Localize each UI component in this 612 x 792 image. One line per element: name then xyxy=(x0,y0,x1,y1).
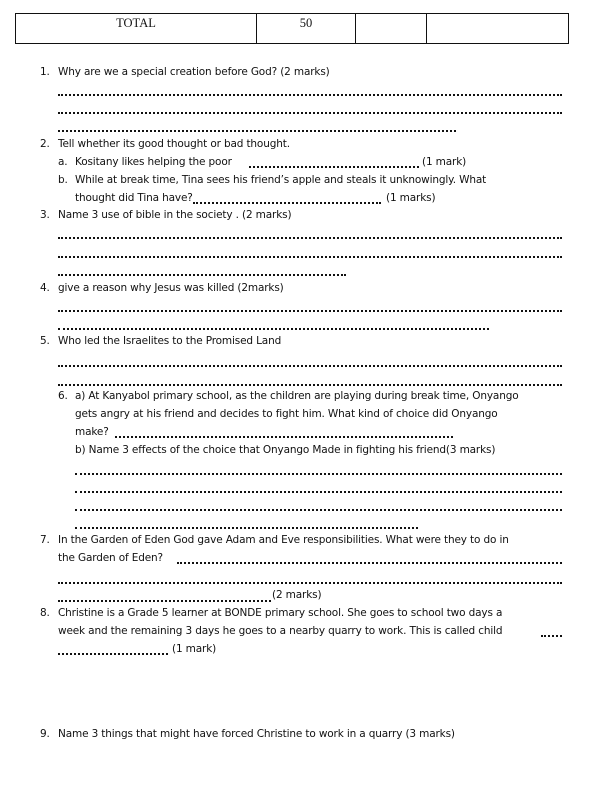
sub-letter: a. xyxy=(58,156,68,168)
answer-line[interactable] xyxy=(58,274,346,276)
answer-line[interactable] xyxy=(58,94,562,96)
total-cell-3 xyxy=(356,14,427,44)
question-number: 6. xyxy=(58,390,68,402)
question-text: make? xyxy=(75,426,109,438)
total-label: TOTAL xyxy=(16,14,257,44)
answer-line[interactable] xyxy=(58,365,562,367)
question-number: 5. xyxy=(40,335,50,347)
question-text: Christine is a Grade 5 learner at BONDE primary school. She goes to school two days a xyxy=(58,607,503,619)
sub-letter: b. xyxy=(58,174,68,186)
question-number: 8. xyxy=(40,607,50,619)
question-number: 3. xyxy=(40,209,50,221)
answer-line[interactable] xyxy=(58,328,489,330)
answer-line[interactable] xyxy=(58,112,562,114)
answer-line[interactable] xyxy=(58,582,562,584)
answer-line[interactable] xyxy=(58,130,456,132)
marks: (2 marks) xyxy=(272,589,322,601)
sub-question-text: thought did Tina have? xyxy=(75,192,193,204)
question-number: 7. xyxy=(40,534,50,546)
answer-line[interactable] xyxy=(115,436,453,438)
answer-line[interactable] xyxy=(58,384,562,386)
marks: (1 mark) xyxy=(422,156,467,168)
answer-line[interactable] xyxy=(249,166,419,168)
marks: (1 mark) xyxy=(172,643,217,655)
question-text: week and the remaining 3 days he goes to a nearby quarry to work. This is called child xyxy=(58,625,503,637)
question-text: Who led the Israelites to the Promised Land xyxy=(58,335,282,347)
answer-line[interactable] xyxy=(58,256,562,258)
question-text: a) At Kanyabol primary school, as the children are playing during break time, Onyango xyxy=(75,390,519,402)
sub-question-text: While at break time, Tina sees his friend’s apple and steals it unknowingly. What xyxy=(75,174,487,186)
question-number: 4. xyxy=(40,282,50,294)
answer-line[interactable] xyxy=(75,527,418,529)
question-text: give a reason why Jesus was killed (2marks) xyxy=(58,282,284,294)
question-text: b) Name 3 effects of the choice that Onyango Made in fighting his friend(3 marks) xyxy=(75,444,496,456)
question-text: Why are we a special creation before God? (2 marks) xyxy=(58,66,330,78)
answer-line[interactable] xyxy=(75,509,562,511)
answer-line[interactable] xyxy=(58,310,562,312)
answer-line[interactable] xyxy=(58,653,168,655)
answer-line[interactable] xyxy=(541,635,562,637)
question-text: In the Garden of Eden God gave Adam and Eve responsibilities. What were they to do in xyxy=(58,534,509,546)
sub-question-text: Kositany likes helping the poor xyxy=(75,156,232,168)
question-number: 2. xyxy=(40,138,50,150)
question-number: 1. xyxy=(40,66,50,78)
answer-line[interactable] xyxy=(58,237,562,239)
total-table xyxy=(15,13,569,44)
answer-line[interactable] xyxy=(58,600,271,602)
answer-line[interactable] xyxy=(75,473,562,475)
question-text: gets angry at his friend and decides to fight him. What kind of choice did Onyango xyxy=(75,408,498,420)
answer-line[interactable] xyxy=(75,491,562,493)
question-text: Name 3 things that might have forced Christine to work in a quarry (3 marks) xyxy=(58,728,455,740)
total-cell-4 xyxy=(427,14,569,44)
total-value: 50 xyxy=(257,14,356,44)
question-text: the Garden of Eden? xyxy=(58,552,163,564)
question-number: 9. xyxy=(40,728,50,740)
question-text: Tell whether its good thought or bad thought. xyxy=(58,138,290,150)
question-text: Name 3 use of bible in the society . (2 marks) xyxy=(58,209,292,221)
answer-line[interactable] xyxy=(177,562,562,564)
answer-line[interactable] xyxy=(193,202,381,204)
marks: (1 marks) xyxy=(386,192,436,204)
